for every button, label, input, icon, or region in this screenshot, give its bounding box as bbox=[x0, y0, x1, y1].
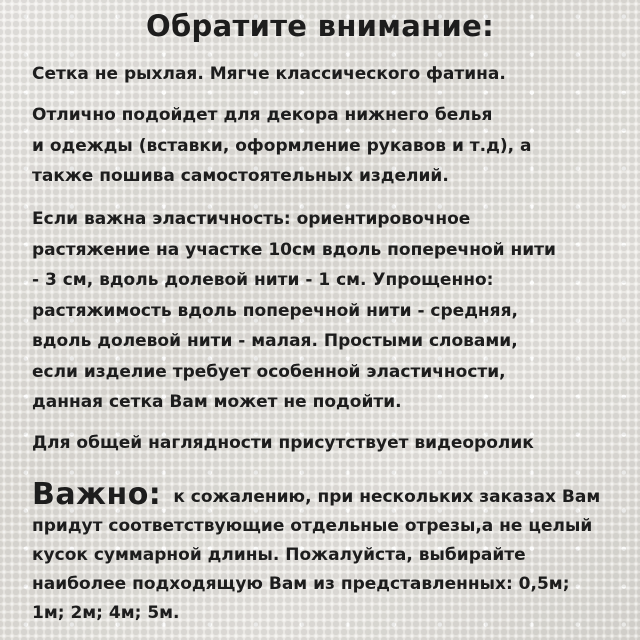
important-first-line bbox=[32, 477, 601, 512]
text-line: растяжимость вдоль поперечной нити - средняя, bbox=[32, 300, 518, 321]
important-keyword: Важно: bbox=[32, 477, 162, 512]
page-title: Обратите внимание: bbox=[146, 9, 494, 43]
text-line: также пошива самостоятельных изделий. bbox=[32, 166, 449, 186]
text-line: 1м; 2м; 4м; 5м. bbox=[32, 603, 180, 623]
text-line: наиболее подходящую Вам из представленных: 0,5м; bbox=[32, 574, 570, 594]
important-notice bbox=[32, 477, 601, 628]
text-line: кусок суммарной длины. Пожалуйста, выбирайте bbox=[32, 545, 526, 565]
paragraph-video-note bbox=[32, 428, 534, 459]
text-line: вдоль долевой нити - малая. Простыми словами, bbox=[32, 331, 518, 351]
text-line: растяжение на участке 10см вдоль поперечной нити bbox=[32, 239, 556, 260]
text-line: если изделие требует особенной эластичности, bbox=[32, 361, 506, 382]
text-line: - 3 см, вдоль долевой нити - 1 см. Упрощенно: bbox=[32, 270, 494, 290]
text-line: и одежды (вставки, оформление рукавов и т.д), а bbox=[32, 135, 532, 156]
text-line: придут соответствующие отдельные отрезы,а не целый bbox=[32, 516, 593, 536]
paragraph-usage bbox=[32, 100, 531, 192]
text-line: Для общей наглядности присутствует видеоролик bbox=[32, 433, 534, 453]
text-line: данная сетка Вам может не подойти. bbox=[32, 392, 402, 412]
paragraph-elasticity bbox=[32, 204, 556, 418]
text-line: Если важна эластичность: ориентировочное bbox=[32, 209, 471, 229]
text-line: Сетка не рыхлая. Мягче классического фатина. bbox=[32, 64, 506, 84]
paragraph-fabric-softness bbox=[32, 59, 506, 90]
text-line: Отлично подойдет для декора нижнего белья bbox=[32, 105, 493, 125]
text-line: к сожалению, при нескольких заказах Вам bbox=[173, 487, 601, 507]
